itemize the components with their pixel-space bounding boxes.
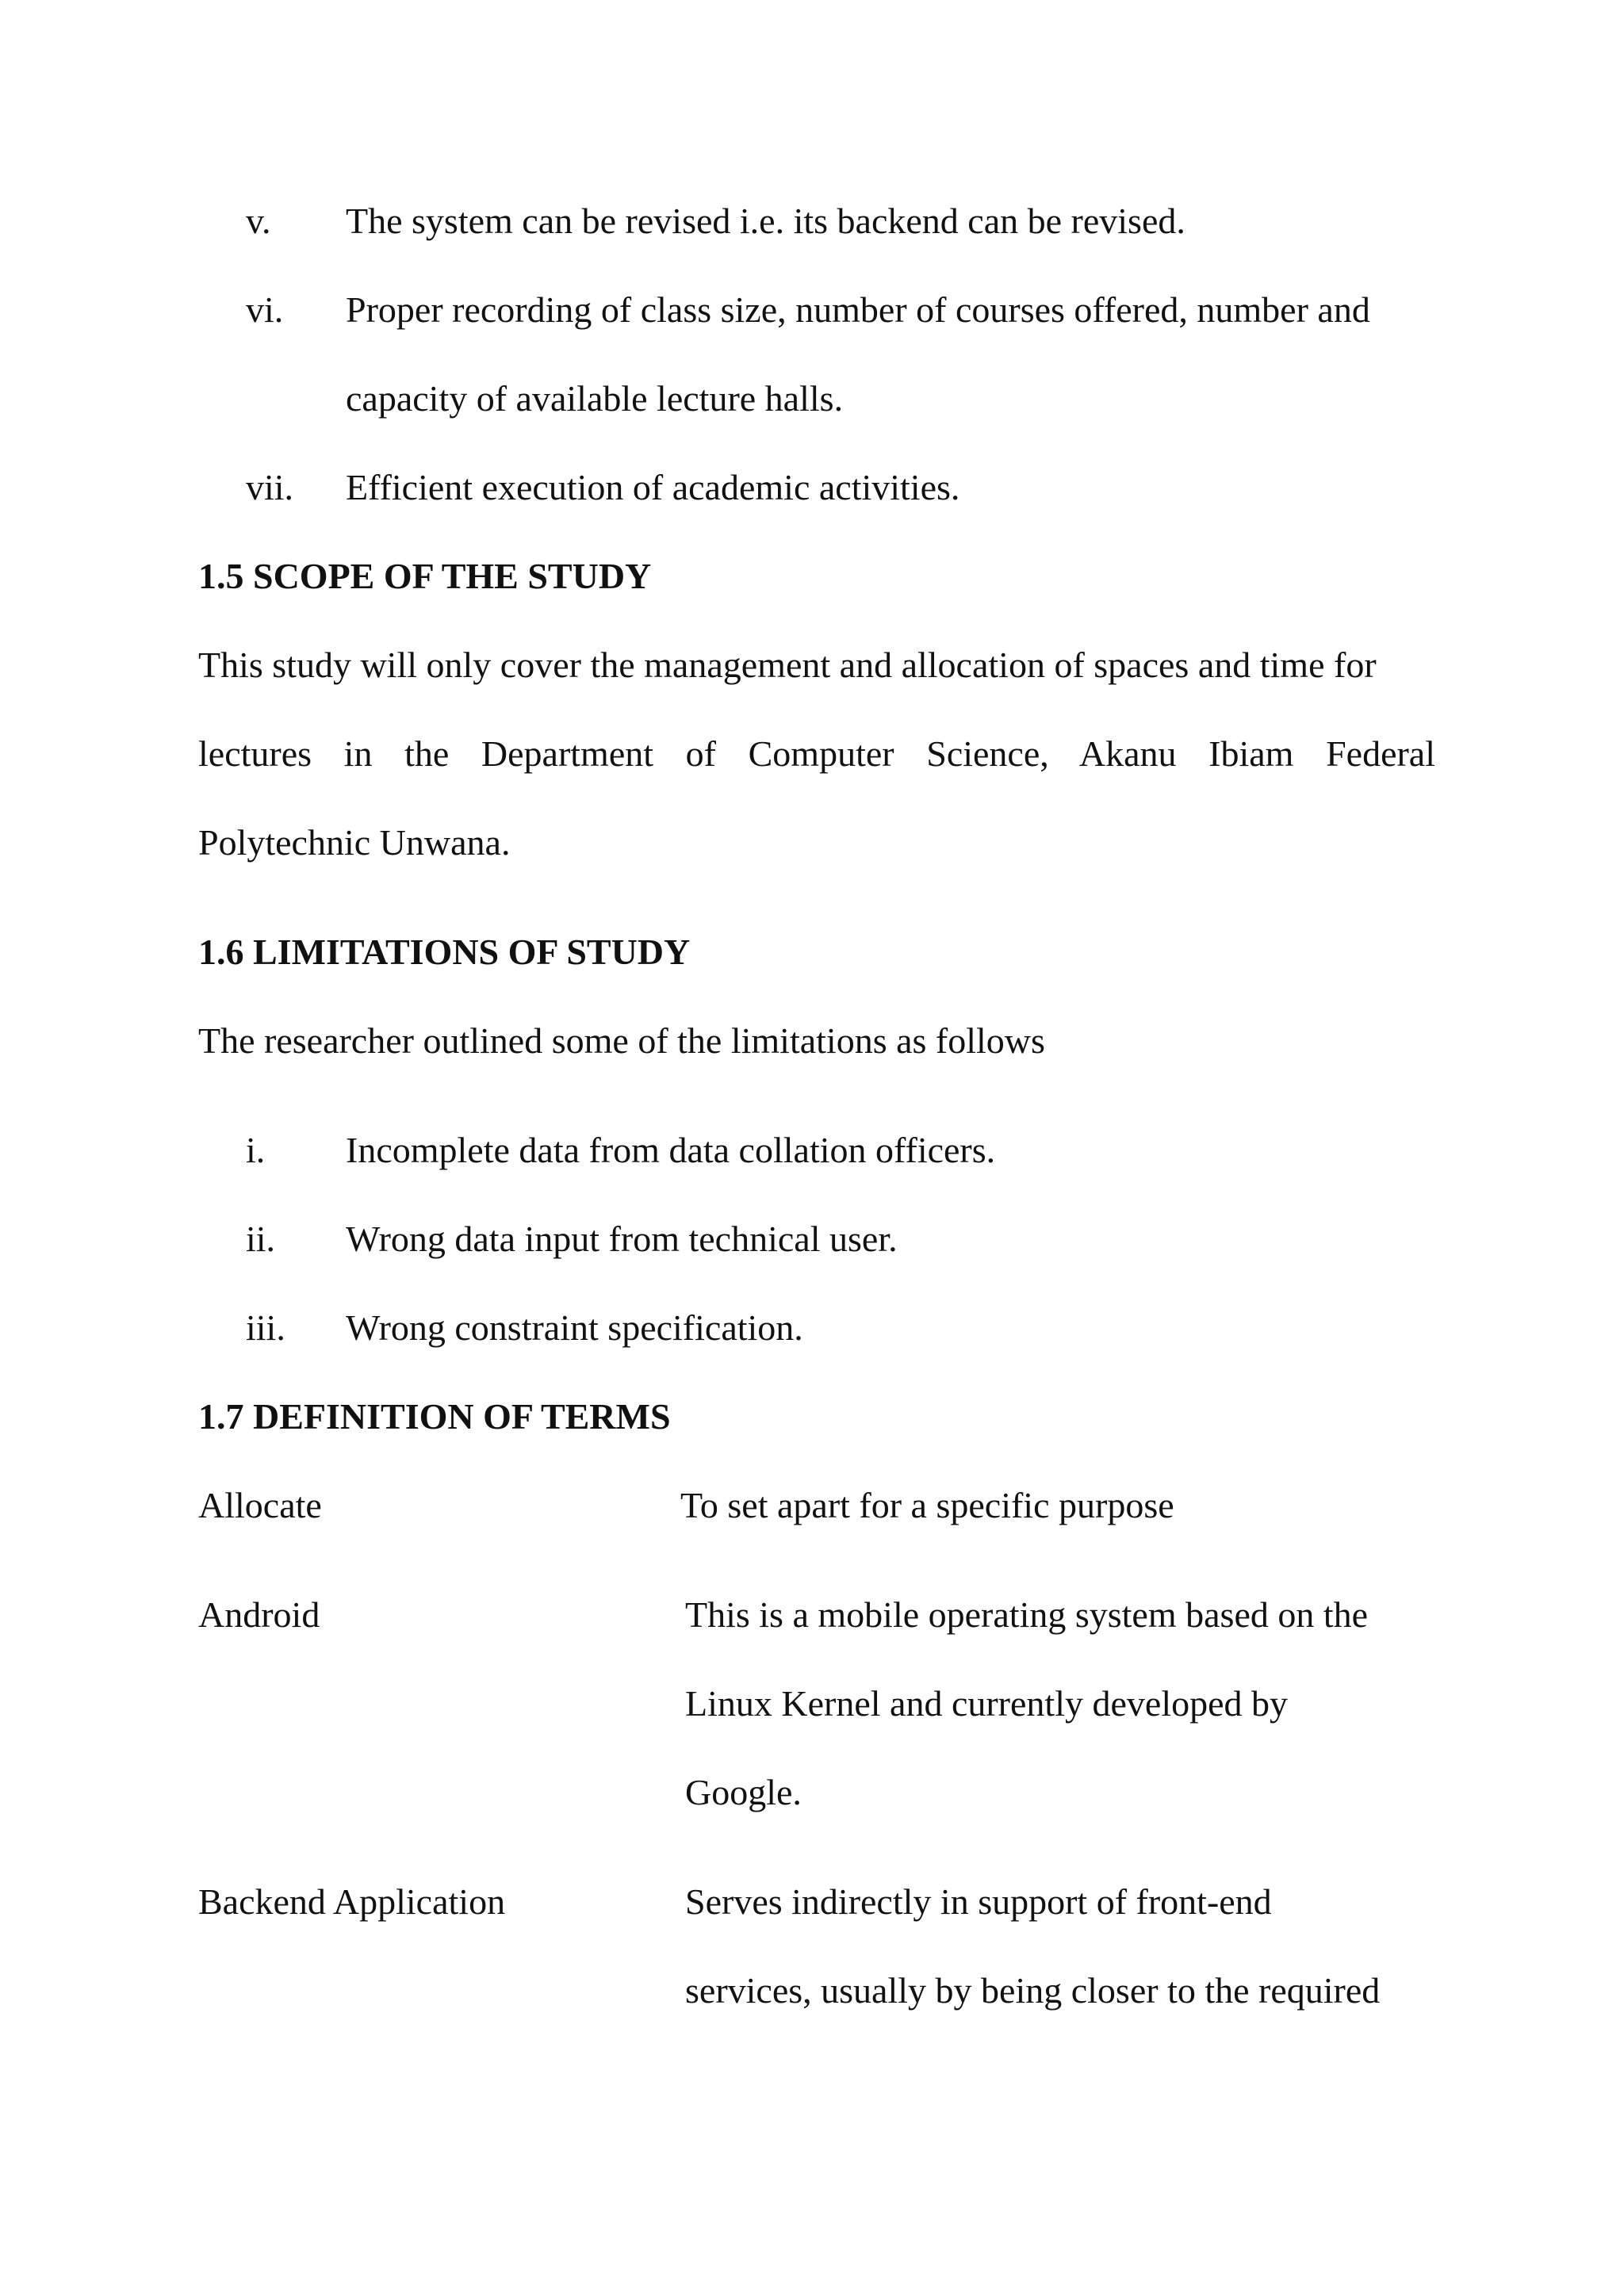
scope-paragraph-line: This study will only cover the management and allocation of spaces and time for — [198, 645, 1377, 685]
section-heading-limitations: 1.6 LIMITATIONS OF STUDY — [198, 932, 691, 972]
list-numeral: i. — [246, 1130, 266, 1170]
list-numeral: vii. — [246, 467, 294, 507]
section-heading-definitions: 1.7 DEFINITION OF TERMS — [198, 1396, 671, 1437]
list-item-text: The system can be revised i.e. its backend can be revised. — [346, 201, 1185, 241]
definition-text: services, usually by being closer to the required — [685, 1970, 1381, 2011]
definition-term: Allocate — [198, 1485, 322, 1525]
list-item-text: Wrong constraint specification. — [346, 1307, 803, 1348]
definition-text: Google. — [685, 1772, 802, 1812]
list-numeral: vi. — [246, 289, 284, 330]
definition-text: Linux Kernel and currently developed by — [685, 1683, 1289, 1724]
definition-text: This is a mobile operating system based on the — [685, 1594, 1369, 1635]
section-heading-scope: 1.5 SCOPE OF THE STUDY — [198, 556, 652, 596]
limitations-intro: The researcher outlined some of the limitations as follows — [198, 1020, 1045, 1061]
list-numeral: ii. — [246, 1219, 276, 1259]
list-item-text: Wrong data input from technical user. — [346, 1219, 898, 1259]
definition-term: Backend Application — [198, 1881, 506, 1922]
definition-text: To set apart for a specific purpose — [680, 1485, 1174, 1525]
list-item-text: Incomplete data from data collation officers. — [346, 1130, 996, 1170]
definition-term: Android — [198, 1594, 320, 1635]
list-item-text: capacity of available lecture halls. — [346, 378, 844, 419]
scope-paragraph-line: Polytechnic Unwana. — [198, 822, 511, 863]
list-item-text: Efficient execution of academic activities. — [346, 467, 960, 507]
definition-text: Serves indirectly in support of front-end — [685, 1881, 1272, 1922]
list-numeral: v. — [246, 201, 271, 241]
list-numeral: iii. — [246, 1307, 285, 1348]
scope-paragraph-line: lectures in the Department of Computer Science, Akanu Ibiam Federal — [198, 733, 1435, 774]
list-item-text: Proper recording of class size, number of courses offered, number and — [346, 289, 1370, 330]
